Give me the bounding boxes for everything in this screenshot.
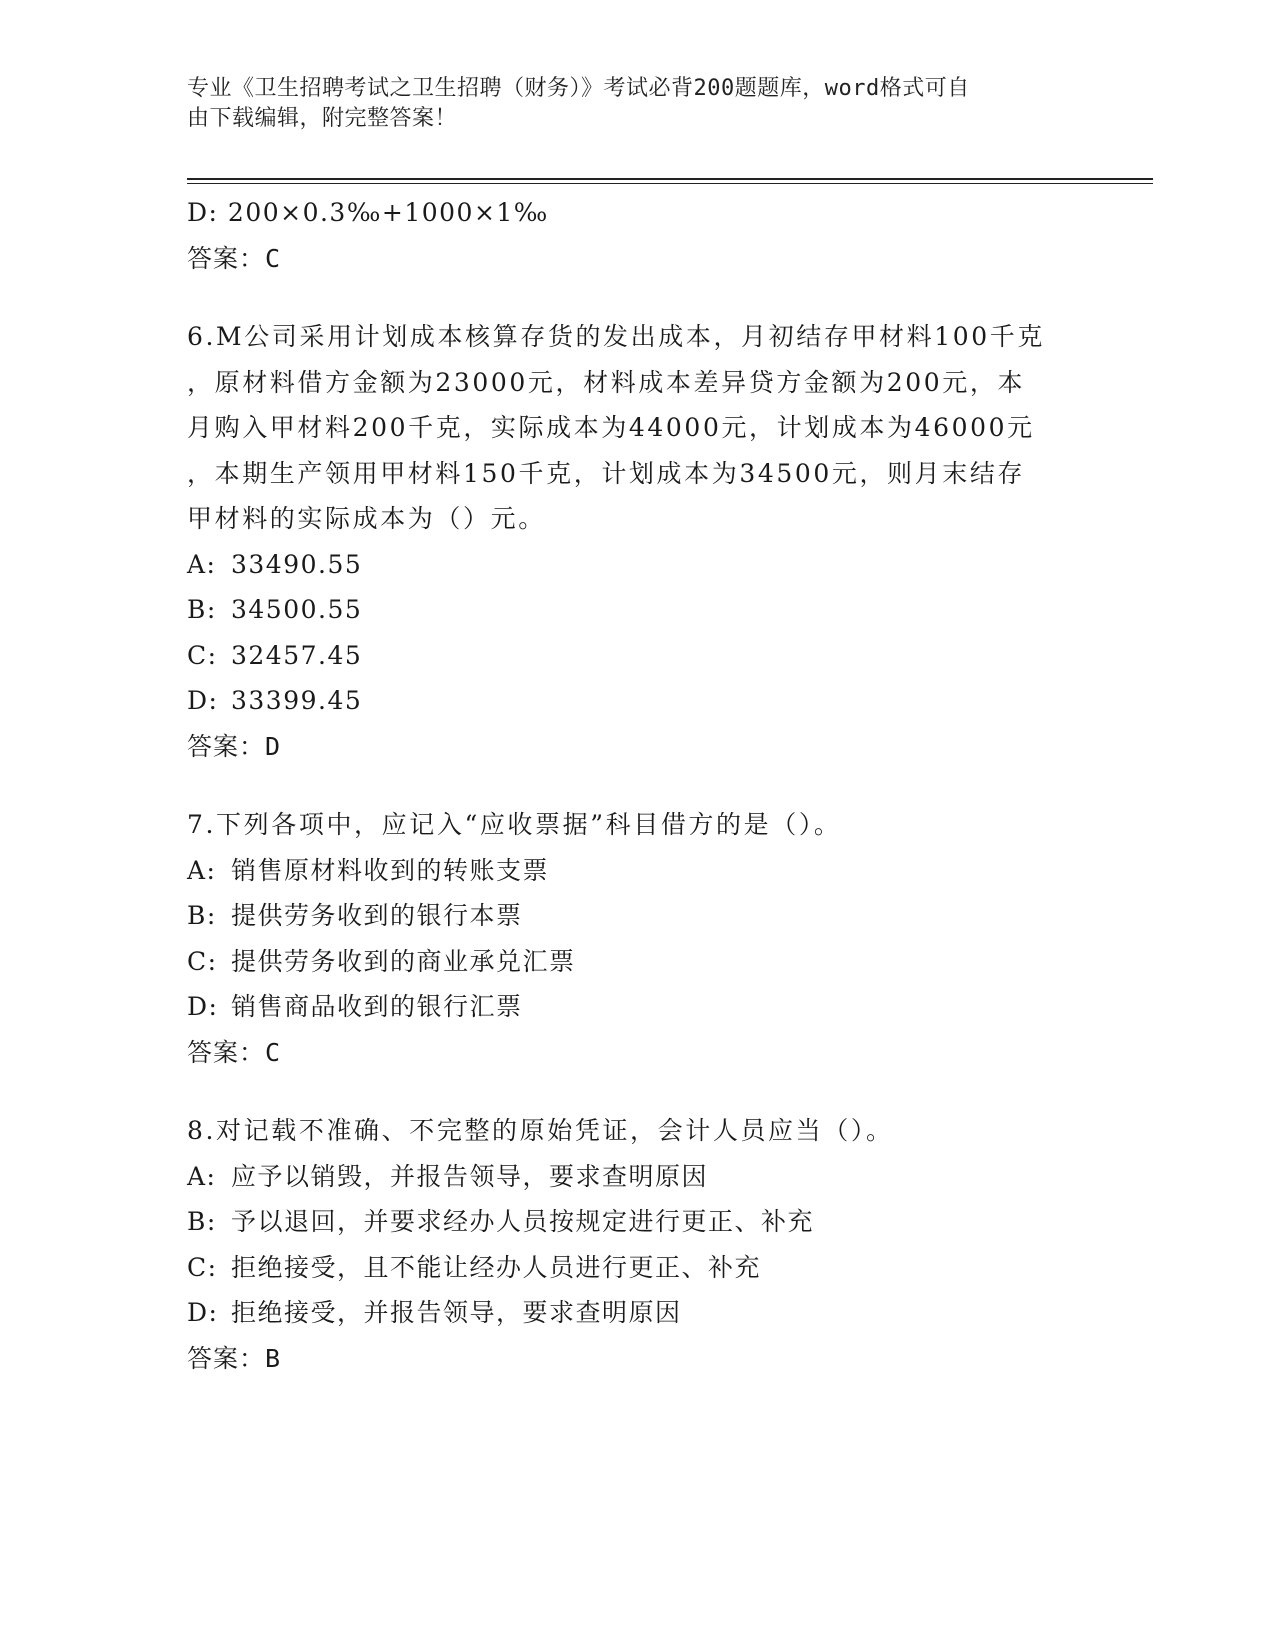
answer-line: 答案：C xyxy=(187,243,282,273)
option-text: 予以退回，并要求经办人员按规定进行更正、补充 xyxy=(231,1207,815,1236)
option-text: 33490.55 xyxy=(231,549,363,579)
option-text: 34500.55 xyxy=(231,595,363,624)
option-text: 33399.45 xyxy=(231,686,363,715)
option-text: 应予以销毁，并报告领导，要求查明原因 xyxy=(231,1161,709,1191)
option-a xyxy=(187,542,1087,588)
option-b xyxy=(187,587,1087,633)
option-text: 拒绝接受，且不能让经办人员进行更正、补充 xyxy=(231,1252,762,1282)
stem-line: ，原材料借方金额为23000元，材料成本差异贷方金额为200元，本 xyxy=(187,367,1026,397)
option-label: B: xyxy=(187,901,217,930)
document-body xyxy=(187,190,1087,1381)
header-rule-top xyxy=(187,178,1153,180)
question-stem xyxy=(187,314,1087,542)
option-b xyxy=(187,1199,1087,1245)
option-text: 拒绝接受，并报告领导，要求查明原因 xyxy=(231,1298,682,1327)
option-d xyxy=(187,678,1087,724)
option-label: C: xyxy=(187,946,218,976)
option-label: D: xyxy=(187,992,219,1021)
question-8 xyxy=(187,1108,1087,1381)
option-label: C: xyxy=(187,640,218,670)
question-stem xyxy=(187,1108,1087,1154)
option-label: B: xyxy=(187,595,217,624)
stem-line: 7.下列各项中，应记入“应收票据”科目借方的是（）。 xyxy=(187,810,842,839)
option-b xyxy=(187,893,1087,939)
option-d xyxy=(187,1290,1087,1336)
option-label: A: xyxy=(187,855,217,885)
option-c xyxy=(187,1245,1087,1291)
answer-line: 答案：C xyxy=(187,1037,282,1067)
stem-line: 甲材料的实际成本为（）元。 xyxy=(187,504,546,533)
stem-line: ，本期生产领用甲材料150千克，计划成本为34500元，则月末结存 xyxy=(187,458,1026,488)
answer-line: 答案：D xyxy=(187,731,282,761)
question-7 xyxy=(187,802,1087,1075)
header-line-2: 由下载编辑，附完整答案！ xyxy=(187,106,458,131)
option-text: 提供劳务收到的商业承兑汇票 xyxy=(231,946,576,976)
option-label: A: xyxy=(187,549,217,579)
option-a xyxy=(187,1154,1087,1200)
option-a xyxy=(187,848,1087,894)
page-header xyxy=(187,74,1067,134)
option-text: 销售商品收到的银行汇票 xyxy=(231,992,523,1021)
question-stem xyxy=(187,802,1087,848)
answer-line: 答案：B xyxy=(187,1343,282,1373)
stem-line: 6.M公司采用计划成本核算存货的发出成本，月初结存甲材料100千克 xyxy=(187,322,1045,351)
option-label: A: xyxy=(187,1161,217,1191)
option-label: B: xyxy=(187,1207,217,1236)
question-6 xyxy=(187,314,1087,769)
option-text: 32457.45 xyxy=(231,640,363,670)
option-label: D: xyxy=(187,686,219,715)
stem-line: 月购入甲材料200千克，实际成本为44000元，计划成本为46000元 xyxy=(187,413,1035,442)
option-d xyxy=(187,984,1087,1030)
option-d: D: 200×0.3‰+1000×1‰ xyxy=(187,198,549,227)
stem-line: 8.对记载不准确、不完整的原始凭证，会计人员应当（）。 xyxy=(187,1116,894,1145)
option-label: C: xyxy=(187,1252,218,1282)
option-text: 提供劳务收到的银行本票 xyxy=(231,901,523,930)
previous-question-tail xyxy=(187,190,1087,281)
header-rule-bottom xyxy=(187,183,1153,184)
option-c xyxy=(187,939,1087,985)
header-line-1: 专业《卫生招聘考试之卫生招聘（财务）》考试必背200题题库，word格式可自 xyxy=(187,76,970,101)
option-label: D: xyxy=(187,1298,219,1327)
option-c xyxy=(187,633,1087,679)
option-text: 销售原材料收到的转账支票 xyxy=(231,855,550,885)
